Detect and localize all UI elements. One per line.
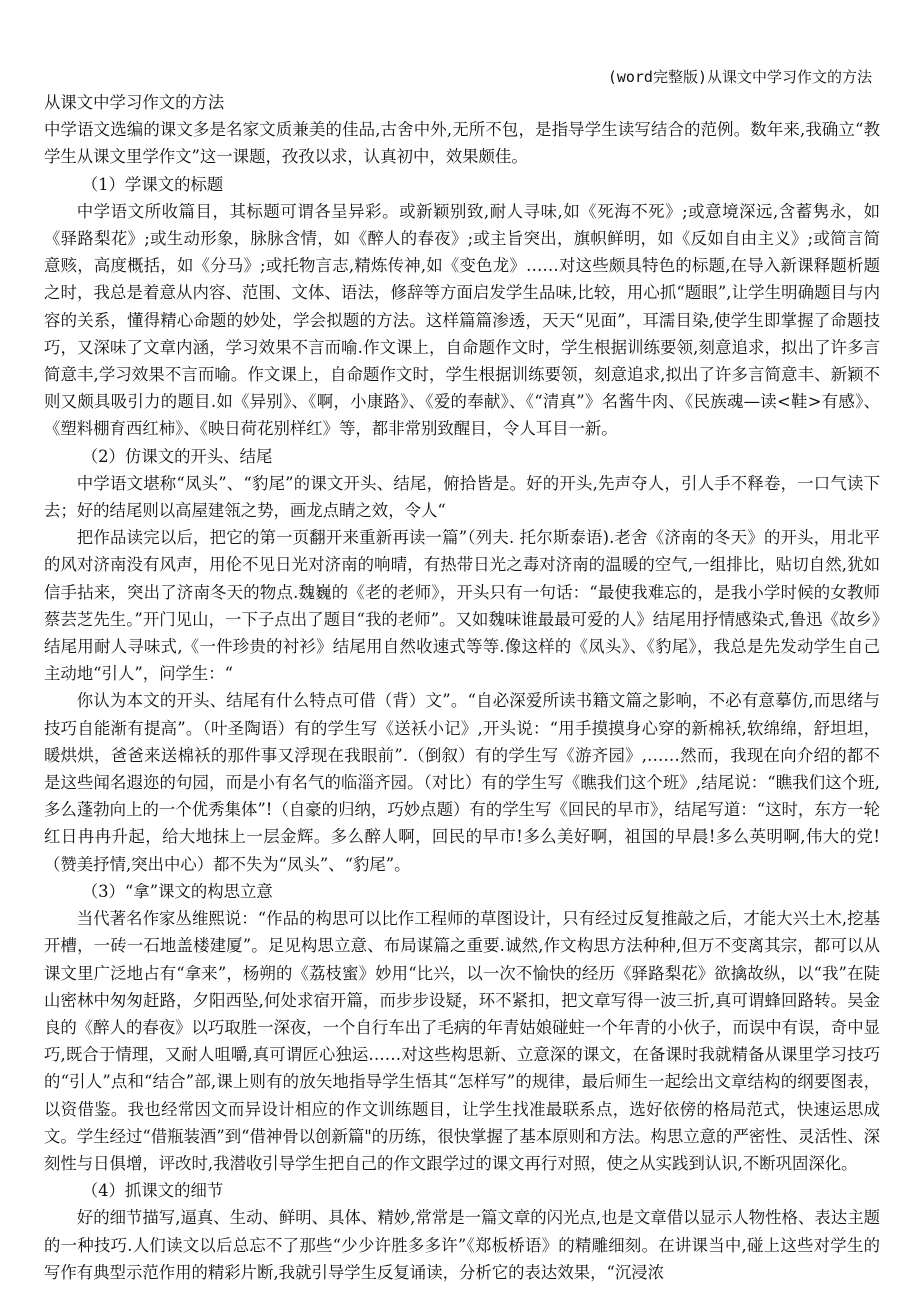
section-heading-4: （4）抓课文的细节 [81,1181,224,1201]
paragraph: 你认为本文的开头、结尾有什么特点可借（背）文”。“自必深爱所读书籍文篇之影响，不必有意摹仿,而思绪与技巧自能渐有提高”。（叶圣陶语）有的学生写《送袄小记》,开头说：“用手摸摸身心穿的新棉袄,软绵绵，舒坦坦，暖烘烘，爸爸来送棉袄的那件事又浮现在我眼前”.（倒叙）有的学生写《游齐园》,……然而，我现在向介绍的都不是这些闻名遐迩的句园，而是小有名气的临淄齐园。（对比）有的学生写《瞧我们这个班》,结尾说：“瞧我们这个班,多么蓬勃向上的一个优秀集体”!（自豪的归纳，巧妙点题）有的学生写《回民的早市》，结尾写道：“这时，东方一轮红日冉冉升起，给大地抹上一层金辉。多么醉人啊，回民的早市!多么美好啊，祖国的早晨!多么英明啊,伟大的党!（赞美抒情,突出中心）都不失为“凤头”、“豹尾”。 [44,691,880,874]
paragraph: 好的细节描写,逼真、生动、鲜明、具体、精妙,常常是一篇文章的闪光点,也是文章借以显示人物性格、表达主题的一种技巧.人们读文以后总忘不了那些“少少许胜多多许”《郑板桥语》的精雕细刻。在讲课当中,碰上这些对学生的写作有典型示范作用的精彩片断,我就引导学生反复诵读，分析它的表达效果，“沉浸浓 [44,1208,880,1282]
section-heading-3: （3）“拿”课文的构思立意 [81,881,273,901]
intro-paragraph: 中学语文选编的课文多是名家文质兼美的佳品,古舍中外,无所不包，是指导学生读写结合的范例。数年来,我确立“教学生从课文里学作文”这一课题，孜孜以求，认真初中，效果颇佳。 [44,120,880,167]
paragraph: 中学语文所收篇目，其标题可谓各呈异彩。或新颖别致,耐人寻味,如《死海不死》;或意境深远,含蓄隽永，如《驿路梨花》;或生动形象，脉脉含情，如《醉人的春夜》;或主旨突出，旗帜鲜明，如《反如自由主义》;或简言简意赅，高度概括，如《分马》;或托物言志,精炼传神,如《变色龙》……对这些颇具特色的标题,在导入新课释题析题之时，我总是着意从内容、范围、文体、语法，修辞等方面启发学生品味,比较，用心抓“题眼”,让学生明确题目与内容的关系，懂得精心命题的妙处，学会拟题的方法。这样篇篇渗透，天天“见面”，耳濡目染,使学生即掌握了命题技巧，又深味了文章内涵，学习效果不言而喻.作文课上，自命题作文时，学生根据训练要领,刻意追求，拟出了许多言简意丰,学习效果不言而喻。作文课上，自命题作文时，学生根据训练要领，刻意追求,拟出了许多言简意丰、新颖不则又颇具吸引力的题目.如《异别》、《啊，小康路》、《爱的奉献》、《“清真”》名酱牛肉、《民族魂—读<鞋>有感》、《塑料棚育西红柿》、《映日荷花别样红》等，都非常别致醒目，令人耳目一新。 [44,201,880,439]
document-title: 从课文中学习作文的方法 [44,93,225,112]
paragraph: 当代著名作家丛维熙说：“作品的构思可以比作工程师的草图设计，只有经过反复推敲之后，才能大兴土木,挖基开槽，一砖一石地盖楼建厦”。足见构思立意、布局谋篇之重要.诚然,作文构思方法种种,但万不变离其宗，都可以从课文里广泛地占有“拿来”，杨朔的《荔枝蜜》妙用“比兴，以一次不愉快的经历《驿路梨花》欲擒故纵，以“我”在陡山密林中匆匆赶路，夕阳西坠,何处求宿开篇，而步步设疑，环不紧扣，把文章写得一波三折,真可谓蜂回路转。吴金良的《醉人的春夜》以巧取胜一深夜，一个自行车出了毛病的年青姑娘碰蛀一个年青的小伙子，而误中有误，奇中显巧,既合于情理，又耐人咀嚼,真可谓匠心独运……对这些构思新、立意深的课文，在备课时我就精备从课里学习技巧的“引人”点和“结合”部,课上则有的放矢地指导学生悟其“怎样写”的规律，最后师生一起绘出文章结构的纲要图表，以资借鉴。我也经常因文而异设计相应的作文训练题目，让学生找准最联系点，选好依傍的格局范式，快速运思成文。学生经过“借瓶装酒”到“借神骨以创新篇"的历练，很快掌握了基本原则和方法。构思立意的严密性、灵活性、深刻性与日俱增，评改时,我潜收引导学生把自己的作文跟学过的课文再行对照，使之从实践到认识,不断巩固深化。 [44,909,880,1173]
paragraph: 中学语文堪称“凤头”、“豹尾”的课文开头、结尾，俯拾皆是。好的开头,先声夺人，引人手不释卷，一口气读下去；好的结尾则以高屋建瓴之势，画龙点睛之效，令人“ [44,473,880,521]
document-body [44,89,880,1286]
running-header: (word完整版)从课文中学习作文的方法 [607,68,872,86]
section-heading-2: （2）仿课文的开头、结尾 [81,446,273,466]
paragraph: 把作品读完以后，把它的第一页翻开来重新再读一篇”（列夫. 托尔斯泰语).老舍《济南的冬天》的开头，用北平的风对济南没有风声，用伦不见日光对济南的响晴，有热带日光之毒对济南的温暖的空气,一组排比，贴切自然,犹如信手拈来，突出了济南冬天的物点.魏巍的《老的老师》，开头只有一句话：“最使我难忘的，是我小学时候的女教师蔡芸芝先生。”开门见山，一下子点出了题目“我的老师”。又如魏味谁最最可爱的人》结尾用抒情感染式,鲁迅《故乡》结尾用耐人寻味式,《一件珍贵的衬衫》结尾用自然收速式等等.像这样的《凤头》、《豹尾》，我总是先发动学生自己主动地“引人”，问学生：“ [44,528,880,684]
section-heading-1: （1）学课文的标题 [81,174,224,194]
